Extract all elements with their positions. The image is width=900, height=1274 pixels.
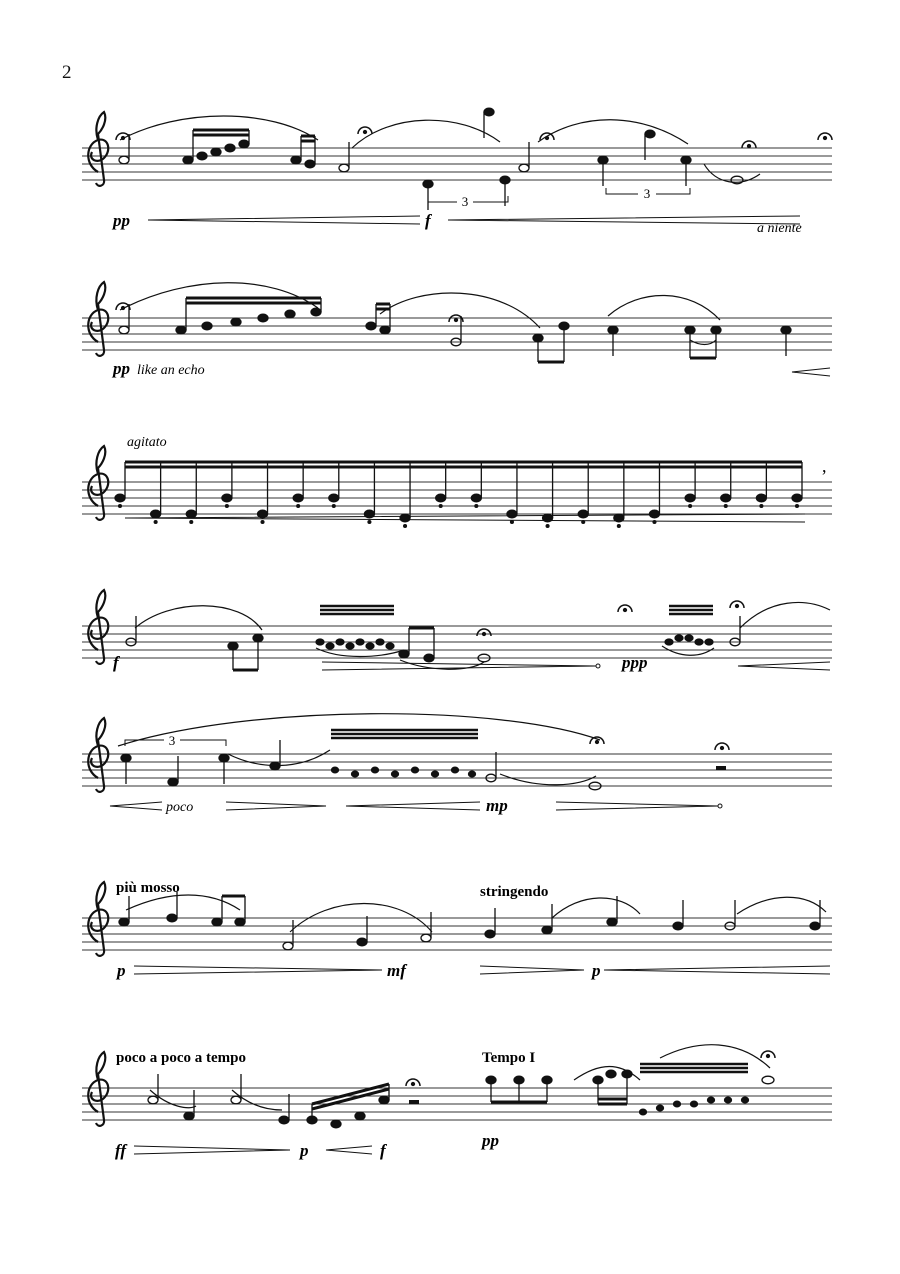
notes (121, 730, 726, 790)
notehead (721, 494, 731, 502)
dynamic-marking: mp (486, 796, 508, 815)
tempo-marking: poco a poco a tempo (116, 1050, 246, 1066)
staff-lines (82, 482, 832, 514)
system-5 (82, 714, 832, 815)
notehead (685, 494, 695, 502)
notehead (329, 494, 339, 502)
system-2 (82, 282, 832, 378)
notehead (258, 510, 268, 518)
notes (119, 298, 791, 362)
dynamic-marking: p (117, 961, 126, 980)
staccato-dot (225, 505, 228, 508)
system-6 (82, 880, 832, 980)
treble-clef-icon (88, 590, 108, 664)
dynamic-marking: f (113, 653, 119, 672)
dynamic-marking: pp (113, 359, 130, 378)
notehead (471, 494, 481, 502)
system-4 (82, 590, 832, 672)
slurs (120, 283, 720, 345)
notes (119, 892, 820, 950)
treble-clef-icon (88, 446, 108, 520)
tuplet-number: 3 (461, 194, 469, 209)
staccato-dot (154, 521, 157, 524)
notehead (792, 494, 802, 502)
staff-lines (82, 918, 832, 950)
system-1 (82, 108, 832, 236)
notehead (115, 494, 125, 502)
expression-text: a niente (757, 221, 802, 236)
hairpins (134, 966, 830, 974)
staccato-dot (475, 505, 478, 508)
notehead (649, 510, 659, 518)
staccato-dot (190, 521, 193, 524)
staccato-dot (760, 505, 763, 508)
tempo-marking: Tempo I (482, 1050, 536, 1066)
staff-lines (82, 626, 832, 658)
staccato-dot (439, 505, 442, 508)
system-7 (82, 1045, 832, 1160)
expression-text: poco (166, 800, 194, 815)
dynamic-marking: f (425, 211, 431, 230)
notehead (756, 494, 766, 502)
tuplet-number: 3 (643, 186, 651, 201)
hairpins (792, 368, 830, 376)
staccato-dot (796, 505, 799, 508)
notehead (186, 510, 196, 518)
hairpins (125, 514, 805, 522)
notehead (222, 494, 232, 502)
notehead (151, 510, 161, 518)
treble-clef-icon (88, 718, 108, 792)
notehead (293, 494, 303, 502)
hairpins (148, 216, 800, 224)
fermatas (590, 737, 729, 750)
dynamic-marking: pp (113, 211, 130, 230)
tempo-marking: stringendo (480, 884, 549, 900)
hairpins (110, 802, 722, 810)
hairpins (322, 662, 830, 670)
staccato-dot (368, 521, 371, 524)
staff-lines (82, 148, 832, 180)
staccato-dot (511, 521, 514, 524)
staccato-dot (546, 525, 549, 528)
treble-clef-icon (88, 112, 108, 186)
breath-mark: , (822, 456, 827, 476)
staccato-dot (297, 505, 300, 508)
treble-clef-icon (88, 1052, 108, 1126)
dynamic-marking: ff (115, 1141, 127, 1160)
staccato-dot (119, 505, 122, 508)
tuplet-brackets (125, 740, 226, 746)
notehead (507, 510, 517, 518)
notehead (436, 494, 446, 502)
staccato-dot (332, 505, 335, 508)
dynamic-marking: pp (482, 1131, 499, 1150)
treble-clef-icon (88, 282, 108, 356)
system-3 (82, 435, 832, 527)
staccato-dot (689, 505, 692, 508)
notes (126, 606, 740, 670)
dynamic-marking: ppp (622, 653, 648, 672)
dynamic-marking: p (300, 1141, 309, 1160)
tuplet-number: 3 (168, 733, 176, 748)
treble-clef-icon (88, 882, 108, 956)
staccato-dot (404, 525, 407, 528)
page-number: 2 (62, 62, 72, 83)
dynamic-marking: mf (387, 961, 406, 980)
tempo-marking: agitato (127, 435, 167, 450)
dynamic-marking: f (380, 1141, 386, 1160)
tempo-marking: più mosso (116, 880, 180, 896)
notehead (400, 514, 410, 522)
hairpins (134, 1146, 372, 1154)
expression-text: like an echo (137, 363, 205, 378)
slurs (135, 603, 830, 670)
staccato-dot (724, 505, 727, 508)
staccato-dot (261, 521, 264, 524)
notehead (578, 510, 588, 518)
staccato-dot (617, 525, 620, 528)
dynamic-marking: p (592, 961, 601, 980)
